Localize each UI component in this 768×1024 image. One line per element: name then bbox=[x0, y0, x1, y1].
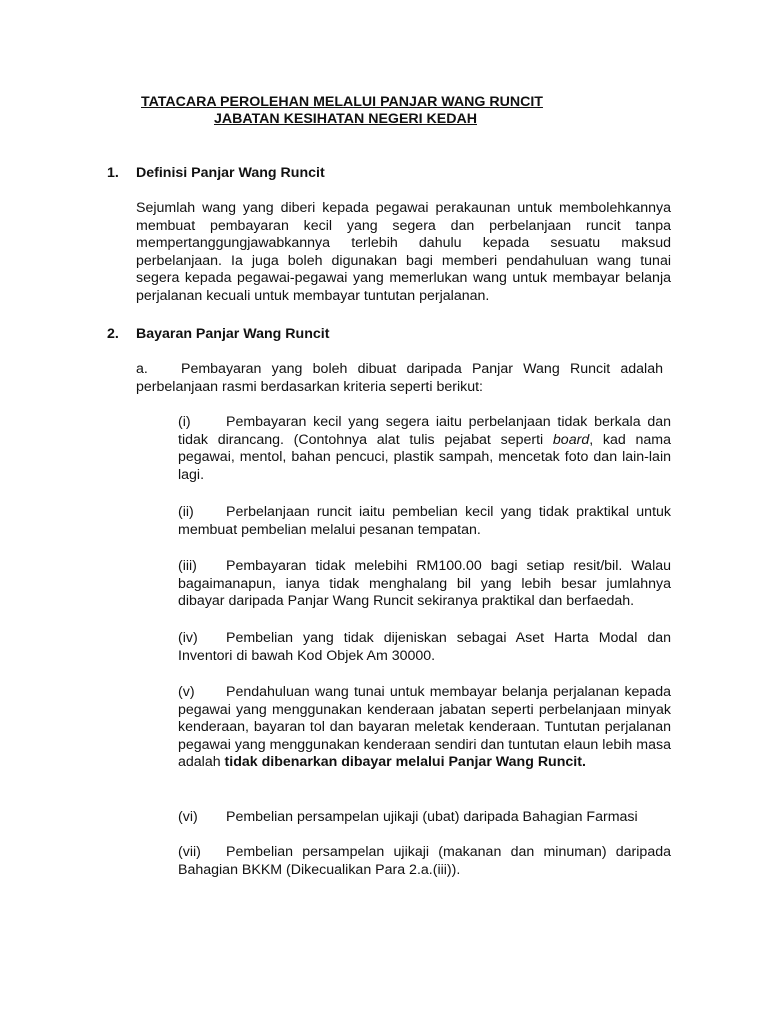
section-2-title: Bayaran Panjar Wang Runcit bbox=[136, 326, 330, 342]
list-item-text: Pembelian persampelan ujikaji (ubat) daripada Bahagian Farmasi bbox=[226, 809, 638, 825]
list-item-vi bbox=[178, 809, 671, 827]
list-item-text-part: Pembayaran kecil yang segera iaitu perbelanjaan tidak berkala dan tidak dirancang. (Contohnya alat tulis pejabat seperti bbox=[178, 414, 671, 448]
section-2-heading bbox=[107, 326, 329, 342]
list-item-label: (vii) bbox=[178, 844, 201, 860]
list-item-label: (vi) bbox=[178, 809, 198, 825]
section-2a-label: a. bbox=[136, 361, 148, 377]
list-item-text: Pembayaran tidak melebihi RM100.00 bagi setiap resit/bil. Walau bagaimanapun, ianya tidak menghalang bil yang lebih besar jumlahnya dibayar daripada Panjar Wang Runcit sekiranya praktikal dan berfaedah. bbox=[178, 558, 671, 610]
list-item-iii bbox=[178, 558, 671, 611]
section-2a-paragraph bbox=[136, 361, 663, 396]
section-2-number: 2. bbox=[107, 326, 119, 342]
list-item-v bbox=[178, 684, 671, 772]
list-item-label: (v) bbox=[178, 684, 195, 700]
list-item-text: Pembelian persampelan ujikaji (makanan dan minuman) daripada Bahagian BKKM (Dikecualikan Para 2.a.(iii)). bbox=[178, 844, 671, 878]
list-item-label: (iii) bbox=[178, 558, 197, 574]
section-2a-text: Pembayaran yang boleh dibuat daripada Panjar Wang Runcit adalah perbelanjaan rasmi berdasarkan kriteria seperti berikut: bbox=[136, 361, 663, 395]
section-1-heading bbox=[107, 165, 325, 181]
list-item-text-bold: tidak dibenarkan dibayar melalui Panjar Wang Runcit. bbox=[224, 754, 586, 771]
list-item-label: (i) bbox=[178, 414, 191, 430]
list-item-text-italic: board bbox=[552, 431, 590, 448]
document-title-line-1: TATACARA PEROLEHAN MELALUI PANJAR WANG RUNCIT bbox=[141, 94, 543, 110]
section-1-number: 1. bbox=[107, 165, 119, 181]
section-1-body: Sejumlah wang yang diberi kepada pegawai perakaunan untuk membolehkannya membuat pembayaran kecil yang segera dan perbelanjaan runcit tanpa mempertanggungjawabkannya terlebih dahulu kepada sesuatu maksud perbelanjaan. Ia juga boleh digunakan bagi memberi pendahuluan wang tunai segera kepada pegawai-pegawai yang memerlukan wang untuk membayar belanja perjalanan kecuali untuk membayar tuntutan perjalanan. bbox=[136, 200, 671, 304]
list-item-i bbox=[178, 414, 671, 484]
list-item-iv bbox=[178, 630, 671, 665]
list-item-label: (iv) bbox=[178, 630, 198, 646]
section-1-title: Definisi Panjar Wang Runcit bbox=[136, 165, 325, 181]
list-item-ii bbox=[178, 504, 671, 539]
list-item-text: Pembelian yang tidak dijeniskan sebagai Aset Harta Modal dan Inventori di bawah Kod Objek Am 30000. bbox=[178, 630, 671, 664]
list-item-text: Perbelanjaan runcit iaitu pembelian kecil yang tidak praktikal untuk membuat pembelian melalui pesanan tempatan. bbox=[178, 504, 671, 538]
list-item-text-part: , kad nama pegawai, mentol, bahan pencuci, plastik sampah, mencetak foto dan lain-lain lagi. bbox=[178, 431, 671, 483]
list-item-text-part: Pendahuluan wang tunai untuk membayar belanja perjalanan kepada pegawai yang menggunakan kenderaan jabatan seperti perbelanjaan minyak kenderaan, bayaran tol dan bayaran meletak kenderaan. Tuntutan perjalanan pegawai yang menggunakan kenderaan sendiri dan tuntutan elaun lebih masa adalah bbox=[178, 684, 671, 771]
list-item-label: (ii) bbox=[178, 504, 194, 520]
document-title-line-2: JABATAN KESIHATAN NEGERI KEDAH bbox=[214, 111, 477, 127]
list-item-vii bbox=[178, 844, 671, 879]
